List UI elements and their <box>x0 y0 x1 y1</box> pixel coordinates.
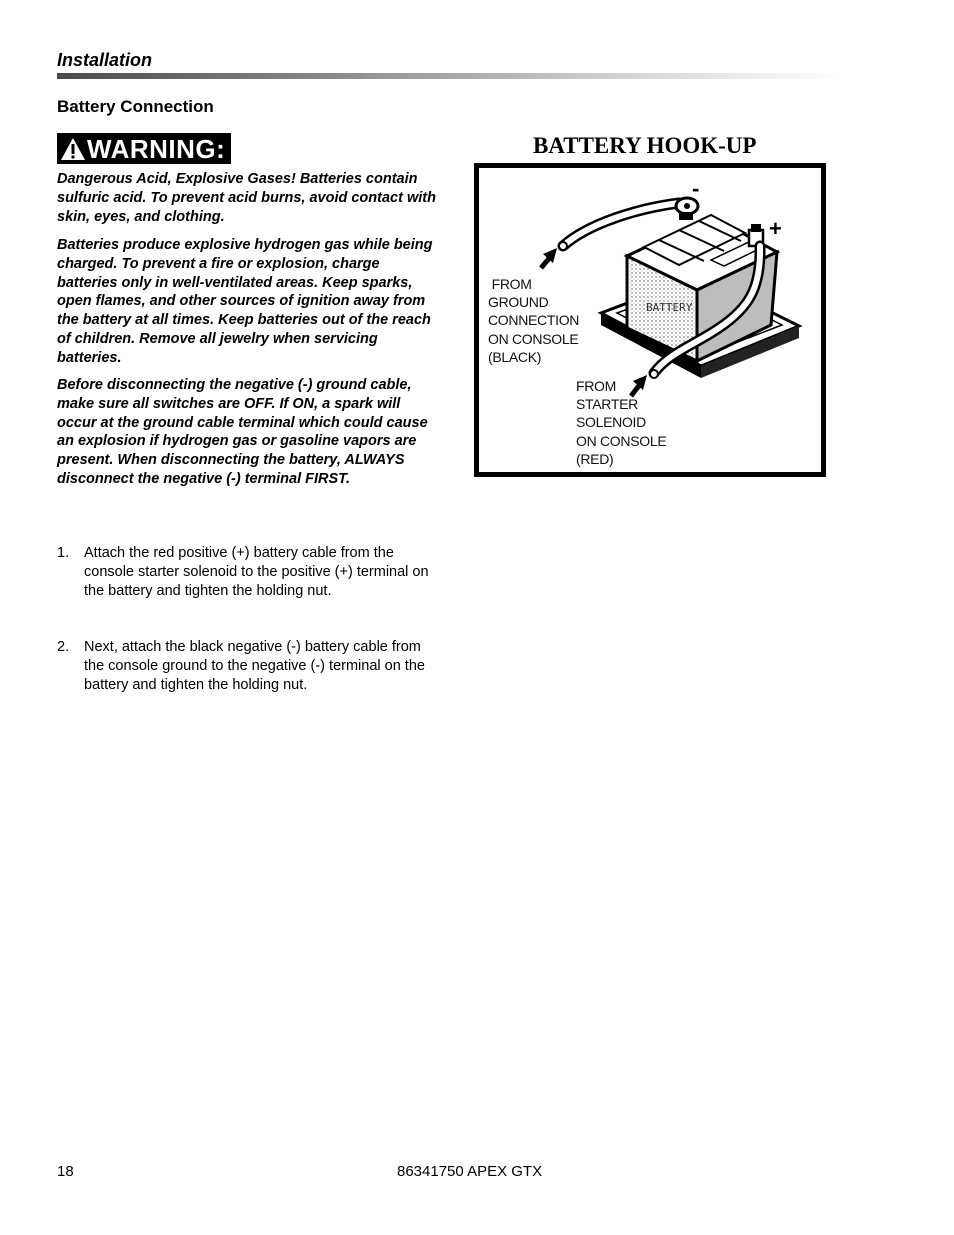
step-number: 2. <box>57 639 70 655</box>
subsection-title: Battery Connection <box>57 97 214 116</box>
section-divider <box>57 73 842 79</box>
starter-solenoid-label: FROM STARTER SOLENOID ON CONSOLE (RED) <box>576 378 667 467</box>
warning-paragraph: Dangerous Acid, Explosive Gases! Batteries contain sulfuric acid. To prevent acid burns, avoid contact with skin, eyes, and clothing. <box>57 171 436 225</box>
page-number: 18 <box>57 1163 74 1180</box>
battery-label: BATTERY <box>646 301 693 314</box>
arrow-icon <box>541 248 557 268</box>
figure-title: BATTERY HOOK-UP <box>533 133 757 158</box>
document-id: 86341750 APEX GTX <box>397 1163 543 1180</box>
battery-hookup-figure <box>474 163 826 477</box>
warning-paragraph: Before disconnecting the negative (-) ground cable, make sure all switches are OFF. If ON, a spark will occur at the ground cable terminal which could cause an explosion if hydrogen gas or gasoline vapors are present. When disconnecting the battery, ALWAYS disconnect the negative (-) terminal FIRST. <box>57 377 428 487</box>
warning-paragraph: Batteries produce explosive hydrogen gas while being charged. To prevent a fire or explosion, charge batteries only in well-ventilated areas. Keep sparks, open flames, and other sources of ignition away from the battery at all times. Keep batteries out of the reach of children. Remove all jewelry when servicing batteries. <box>57 237 433 366</box>
warning-triangle-icon <box>60 137 86 161</box>
section-title: Installation <box>57 50 153 70</box>
warning-label: WARNING: <box>87 133 226 164</box>
negative-sign: - <box>692 176 700 201</box>
step-text: Next, attach the black negative (-) battery cable from the console ground to the negative (-) terminal on the battery and tighten the holding nut. <box>84 639 425 693</box>
positive-sign: + <box>769 216 782 241</box>
step-text: Attach the red positive (+) battery cable from the console starter solenoid to the positive (+) terminal on the battery and tighten the holding nut. <box>84 545 429 599</box>
step-number: 1. <box>57 545 70 561</box>
ground-connection-label: FROM GROUND CONNECTION ON CONSOLE (BLACK) <box>488 276 580 365</box>
warning-badge <box>57 133 231 164</box>
